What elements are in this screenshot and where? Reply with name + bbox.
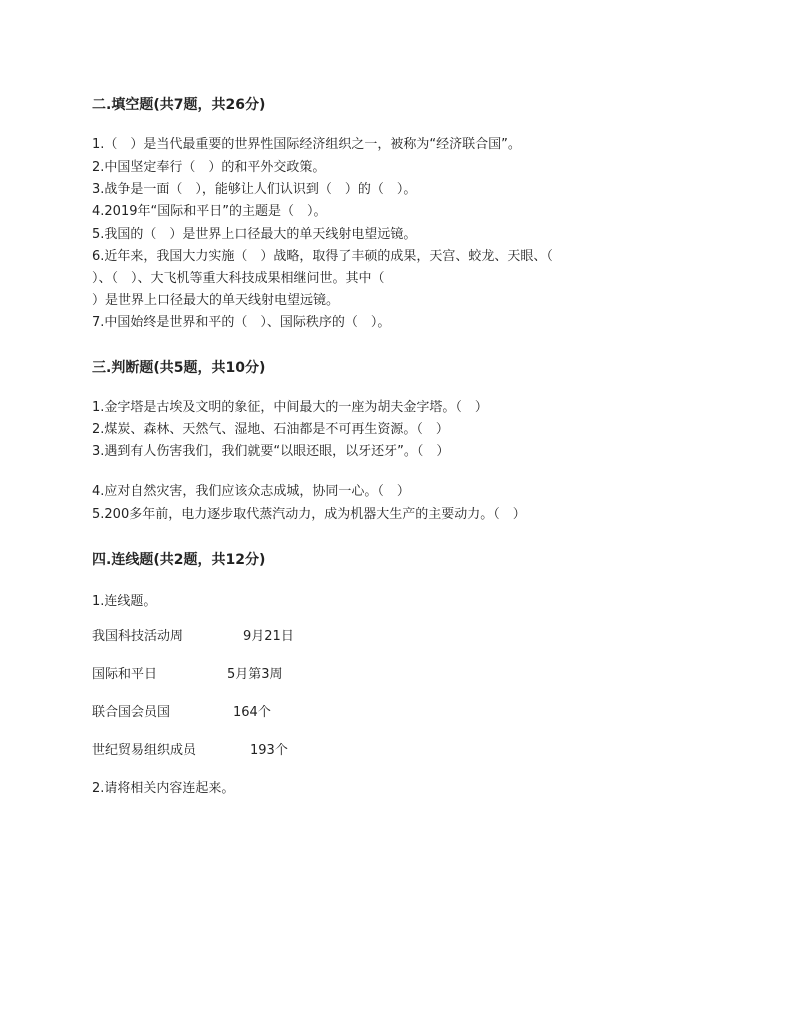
judge-question-1: 1.金字塔是古埃及文明的象征，中间最大的一座为胡夫金字塔。（ ） [92, 400, 488, 415]
section-3-title: 三.判断题(共5题，共10分) [92, 360, 266, 376]
match-left-item-3: 联合国会员国 [92, 705, 171, 720]
section-4-title: 四.连线题(共2题，共12分) [92, 552, 266, 568]
fill-question-2: 2.中国坚定奉行（ ）的和平外交政策。 [92, 160, 326, 175]
judge-question-5: 5.200多年前，电力逐步取代蒸汽动力，成为机器大生产的主要动力。（ ） [92, 507, 526, 522]
judge-question-4: 4.应对自然灾害，我们应该众志成城，协同一心。（ ） [92, 484, 410, 499]
match-left-item-2: 国际和平日 [92, 667, 158, 682]
fill-question-6-line-3: ）是世界上口径最大的单天线射电望远镜。 [92, 293, 340, 308]
match-left-item-1: 我国科技活动周 [92, 629, 184, 644]
match-right-item-4: 193个 [250, 743, 288, 758]
match-question-1: 1.连线题。 [92, 594, 157, 609]
match-right-item-2: 5月第3周 [227, 667, 283, 682]
section-2-title: 二.填空题(共7题，共26分) [92, 97, 266, 113]
match-right-item-1: 9月21日 [243, 629, 294, 644]
fill-question-3: 3.战争是一面（ ），能够让人们认识到（ ）的（ ）。 [92, 182, 417, 197]
fill-question-5: 5.我国的（ ）是世界上口径最大的单天线射电望远镜。 [92, 227, 417, 242]
fill-question-4: 4.2019年“国际和平日”的主题是（ ）。 [92, 204, 327, 219]
judge-question-2: 2.煤炭、森林、天然气、湿地、石油都是不可再生资源。（ ） [92, 422, 449, 437]
match-question-2: 2.请将相关内容连起来。 [92, 781, 235, 796]
fill-question-7: 7.中国始终是世界和平的（ ）、国际秩序的（ ）。 [92, 315, 391, 330]
fill-question-6-line-2: ）、（ ）、大飞机等重大科技成果相继问世。其中（ [92, 271, 385, 286]
match-right-item-3: 164个 [233, 705, 271, 720]
judge-question-3: 3.遇到有人伤害我们，我们就要“以眼还眼，以牙还牙”。（ ） [92, 444, 450, 459]
fill-question-1: 1.（ ）是当代最重要的世界性国际经济组织之一，被称为“经济联合国”。 [92, 137, 521, 152]
match-left-item-4: 世纪贸易组织成员 [92, 743, 197, 758]
fill-question-6-line-1: 6.近年来，我国大力实施（ ）战略，取得了丰硕的成果，天宫、蛟龙、天眼、（ [92, 249, 553, 264]
